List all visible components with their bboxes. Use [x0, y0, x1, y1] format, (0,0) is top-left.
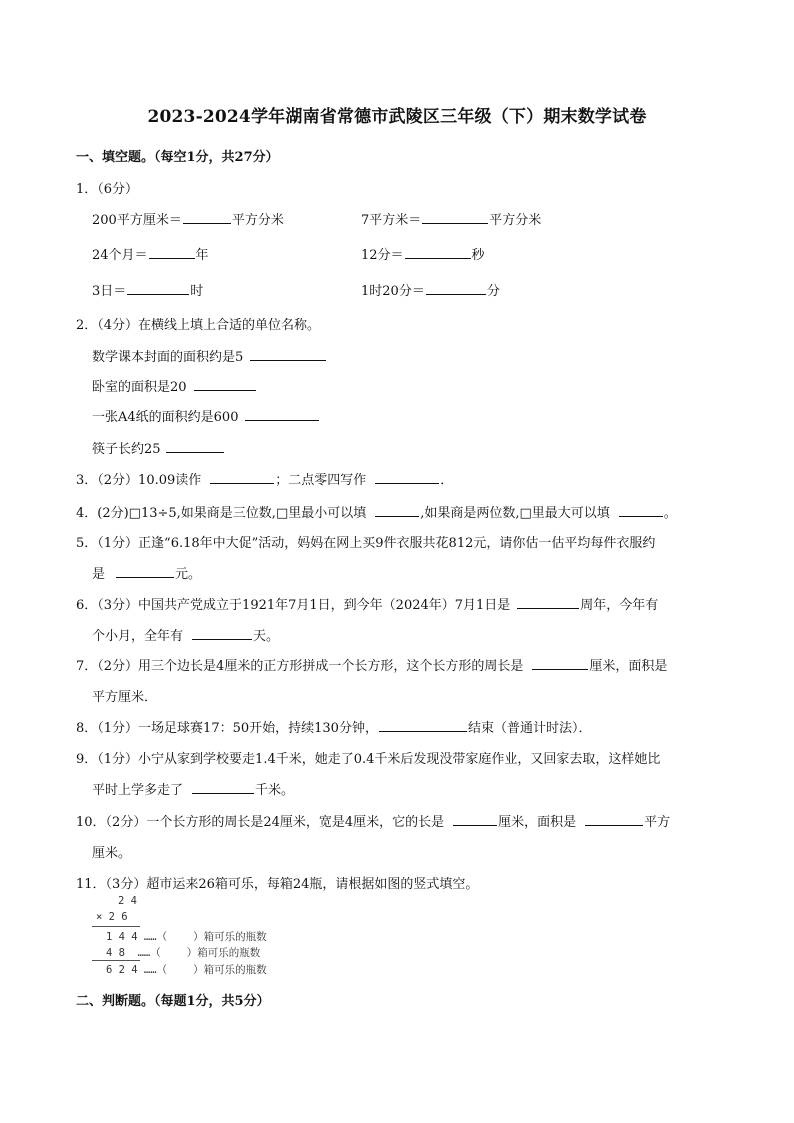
answer-blank[interactable]: [210, 471, 274, 484]
q1-b2-text: 12分＝: [361, 248, 404, 263]
calc-row-product-text: 6 2 4 ……（: [106, 964, 168, 976]
q1-c1-text: 3日＝: [92, 284, 127, 299]
q6-l2-unit: 天。: [253, 629, 280, 644]
q1-b1-text: 24个月＝: [92, 248, 148, 263]
calc-row-label: ）箱可乐的瓶数: [193, 964, 267, 976]
q1-item-a2: [361, 209, 541, 228]
answer-blank[interactable]: [116, 565, 174, 578]
question-2-heading: 2．（4分）在横线上填上合适的单位名称。: [76, 318, 321, 333]
q5-l2-text: 是: [92, 567, 106, 582]
q10-l1-mid: 厘米，面积是: [498, 815, 577, 830]
q4-mid-text: ,如果商是两位数,□里最大可以填: [420, 506, 610, 521]
question-1-heading: 1．（6分）: [76, 182, 139, 197]
question-9-line-2: [92, 779, 294, 798]
q1-a2-unit: 平方分米: [489, 213, 542, 228]
q2-item-4: [92, 438, 225, 457]
q4-end: 。: [663, 506, 677, 521]
calc-row-multiplicand: 2 4: [118, 895, 137, 907]
question-5-line-2: [92, 563, 201, 582]
q1-b1-unit: 年: [195, 248, 209, 263]
q6-l1-end: 周年，今年有: [580, 598, 659, 613]
answer-blank[interactable]: [250, 348, 326, 361]
answer-blank[interactable]: [194, 378, 256, 391]
question-10-line-2: 厘米。: [92, 846, 132, 861]
q1-a2-text: 7平方米＝: [361, 213, 422, 228]
q1-item-c2: [361, 280, 500, 299]
question-5-line-1: 5．（1分）正逢“6.18年中大促”活动，妈妈在网上买9件衣服共花812元，请你估一估平均每件衣服约: [76, 536, 656, 551]
answer-blank[interactable]: [245, 408, 319, 421]
calc-row-multiplier: × 2 6: [96, 911, 128, 923]
question-7-line-1: [76, 655, 667, 674]
answer-blank[interactable]: [375, 504, 419, 517]
calc-rule: [92, 926, 140, 927]
calc-row-partial-1-text: 1 4 4 ……（: [106, 931, 168, 943]
answer-blank[interactable]: [405, 246, 471, 259]
q3-text: 3．（2分）10.09读作: [76, 473, 202, 488]
calc-row-partial-1: [106, 929, 267, 944]
answer-blank[interactable]: [192, 781, 254, 794]
q8-text: 8．（1分）一场足球赛17：50开始，持续130分钟，: [76, 721, 378, 736]
answer-blank[interactable]: [161, 955, 187, 956]
q2-item-3: [92, 406, 320, 425]
q1-item-a1: [92, 209, 284, 228]
question-9-line-1: 9．（1分）小宁从家到学校要走1.4千米，她走了0.4千米后发现没带家庭作业，又回家去取，这样她比: [76, 752, 661, 767]
q1-a1-unit: 平方分米: [231, 213, 284, 228]
q1-a1-text: 200平方厘米＝: [92, 213, 182, 228]
q6-l2-text: 个小月，全年有: [92, 629, 184, 644]
calc-row-product: [106, 962, 267, 977]
calc-row-label: ）箱可乐的瓶数: [186, 947, 261, 959]
answer-blank[interactable]: [192, 627, 252, 640]
q2-l3-text: 一张A4纸的面积约是600: [92, 410, 239, 425]
answer-blank[interactable]: [517, 596, 579, 609]
q7-l1-text: 7．（2分）用三个边长是4厘米的正方形拼成一个长方形，这个长方形的周长是: [76, 659, 524, 674]
question-10-line-1: [76, 811, 670, 830]
q9-l2-text: 平时上学多走了: [92, 783, 184, 798]
q4-text: 4．(2分)□13÷5,如果商是三位数,□里最小可以填: [76, 506, 367, 521]
question-6-line-2: [92, 625, 279, 644]
q10-l1-text: 10．（2分）一个长方形的周长是24厘米，宽是4厘米，它的长是: [76, 815, 445, 830]
question-7-line-2: 平方厘米．: [92, 690, 158, 705]
q8-end: 结束（普通计时法）．: [467, 721, 592, 736]
q2-l4-text: 筷子长约25: [92, 442, 161, 457]
q1-item-b2: [361, 244, 485, 263]
answer-blank[interactable]: [585, 813, 643, 826]
answer-blank[interactable]: [532, 657, 588, 670]
answer-blank[interactable]: [426, 282, 486, 295]
answer-blank[interactable]: [127, 282, 189, 295]
q2-item-1: [92, 346, 327, 365]
question-8: [76, 717, 591, 736]
q1-b2-unit: 秒: [471, 248, 485, 263]
q1-item-b1: [92, 244, 209, 263]
q2-l1-text: 数学课本封面的面积约是5: [92, 350, 244, 365]
q5-l2-unit: 元。: [175, 567, 202, 582]
question-11-heading: 11．（3分）超市运来26箱可乐，每箱24瓶，请根据如图的竖式填空。: [76, 877, 479, 892]
q7-l1-end: 厘米，面积是: [589, 659, 668, 674]
calc-rule: [92, 960, 140, 961]
answer-blank[interactable]: [149, 246, 195, 259]
q2-l2-text: 卧室的面积是20: [92, 380, 187, 395]
calc-row-partial-2: [106, 945, 260, 960]
q1-c1-unit: 时: [190, 284, 204, 299]
answer-blank[interactable]: [167, 939, 193, 940]
q10-l1-end: 平方: [644, 815, 671, 830]
question-6-line-1: [76, 594, 658, 613]
vertical-multiplication-figure: [92, 893, 284, 977]
q3-end: ．: [440, 473, 454, 488]
answer-blank[interactable]: [183, 211, 231, 224]
answer-blank[interactable]: [375, 471, 439, 484]
page-title: 2023-2024学年湖南省常德市武陵区三年级（下）期末数学试卷: [147, 107, 647, 127]
q6-l1-text: 6．（3分）中国共产党成立于1921年7月1日，到今年（2024年）7月1日是: [76, 598, 511, 613]
q1-item-c1: [92, 280, 203, 299]
answer-blank[interactable]: [166, 440, 224, 453]
section-heading-fill-blank: 一、填空题。（每空1分，共27分）: [76, 150, 279, 165]
answer-blank[interactable]: [422, 211, 488, 224]
q2-item-2: [92, 376, 257, 395]
q9-l2-unit: 千米。: [255, 783, 295, 798]
calc-row-partial-2-text: 4 8 ……（: [106, 947, 161, 959]
answer-blank[interactable]: [619, 504, 663, 517]
q1-c2-text: 1时20分＝: [361, 284, 425, 299]
section-heading-judgement: 二、判断题。（每题1分，共5分）: [76, 994, 270, 1009]
q1-c2-unit: 分: [486, 284, 500, 299]
answer-blank[interactable]: [167, 972, 193, 973]
answer-blank[interactable]: [453, 813, 497, 826]
answer-blank[interactable]: [379, 719, 467, 732]
question-4: [76, 502, 677, 521]
calc-row-label: ）箱可乐的瓶数: [193, 931, 267, 943]
question-3: [76, 469, 453, 488]
q3-mid-text: ；二点零四写作: [275, 473, 367, 488]
